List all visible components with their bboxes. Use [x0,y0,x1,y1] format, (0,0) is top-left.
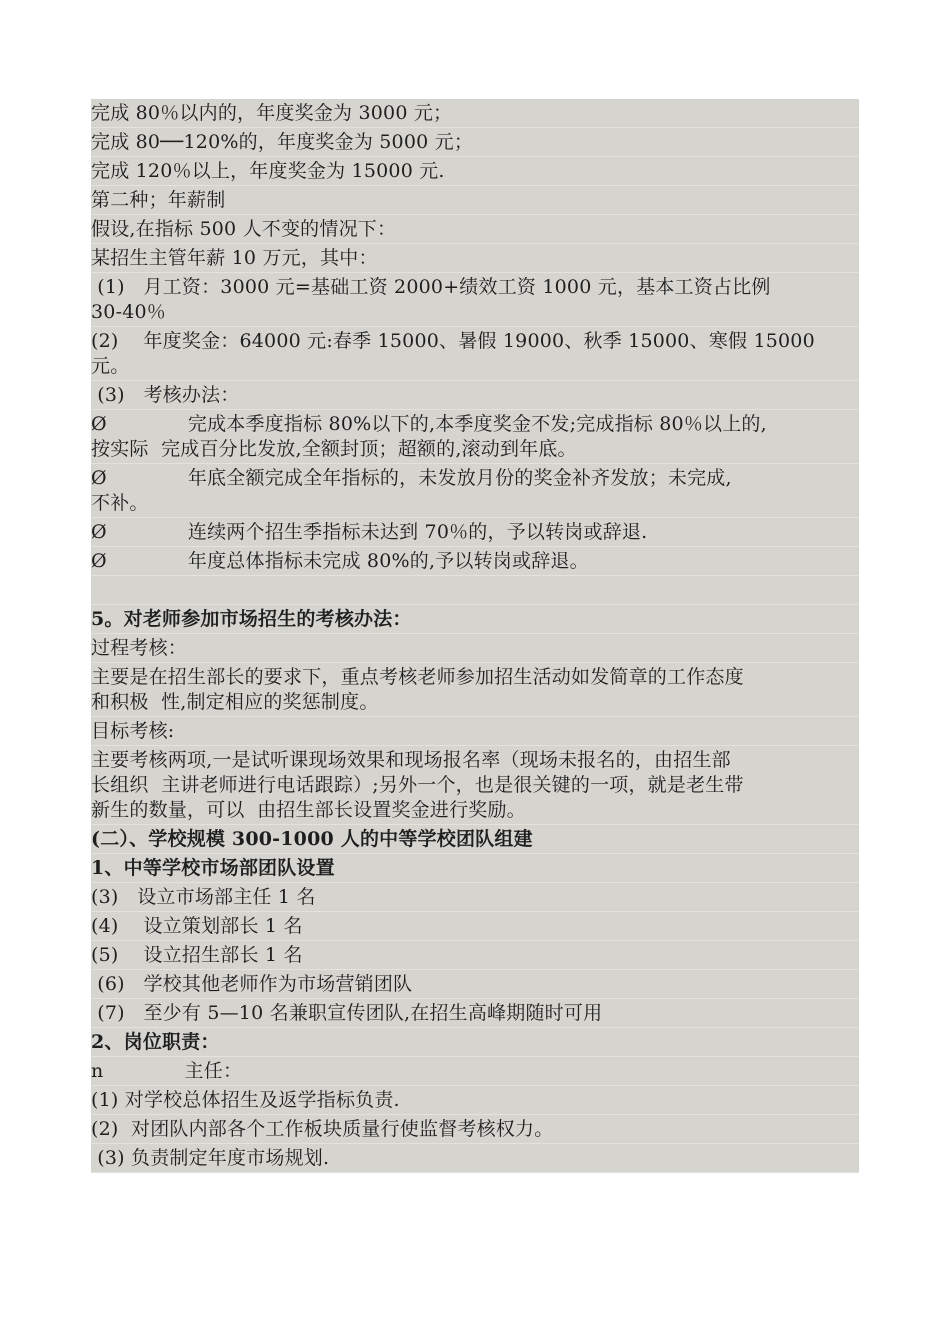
text-line: 主要是在招生部长的要求下，重点考核老师参加招生活动如发简章的工作态度 和积极 性,制定相应的奖惩制度。 [91,663,859,717]
text-line: Ø 年底全额完成全年指标的，未发放月份的奖金补齐发放；未完成, 不补。 [91,464,859,518]
text-line: Ø 年度总体指标未完成 80%的,予以转岗或辞退。 [91,547,859,576]
text-line: (4) 设立策划部长 1 名 [91,912,859,941]
section-heading: 2、岗位职责： [91,1028,859,1057]
text-line: (3) 设立市场部主任 1 名 [91,883,859,912]
text-line: 某招生主管年薪 10 万元，其中： [91,244,859,273]
text-line: 主要考核两项,一是试听课现场效果和现场报名率（现场未报名的，由招生部 长组织 主讲老师进行电话跟踪）;另外一个，也是很关键的一项，就是老生带 新生的数量，可以 由招生部长设置奖金进行奖励。 [91,746,859,825]
text-line: 第二种；年薪制 [91,186,859,215]
text-line: Ø 连续两个招生季指标未达到 70％的，予以转岗或辞退. [91,518,859,547]
section-heading: 5。对老师参加市场招生的考核办法： [91,605,859,634]
text-line: (3) 负责制定年度市场规划. [91,1144,859,1173]
text-line: (1) 月工资：3000 元=基础工资 2000+绩效工资 1000 元，基本工资占比例 30-40％ [91,273,859,327]
text-line: (7) 至少有 5—10 名兼职宣传团队,在招生高峰期随时可用 [91,999,859,1028]
document-body [91,99,859,1173]
text-line: n 主任： [91,1057,859,1086]
text-line: (1) 对学校总体招生及返学指标负责. [91,1086,859,1115]
text-line: 完成 80％以内的，年度奖金为 3000 元； [91,99,859,128]
text-line: 假设,在指标 500 人不变的情况下： [91,215,859,244]
text-line: 过程考核： [91,634,859,663]
text-line: 目标考核: [91,717,859,746]
text-line: 完成 120％以上，年度奖金为 15000 元. [91,157,859,186]
text-line: (2) 对团队内部各个工作板块质量行使监督考核权力。 [91,1115,859,1144]
text-line: (6) 学校其他老师作为市场营销团队 [91,970,859,999]
section-heading: 1、中等学校市场部团队设置 [91,854,859,883]
text-line: (3) 考核办法： [91,381,859,410]
text-line: (2) 年度奖金：64000 元:春季 15000、暑假 19000、秋季 15000、寒假 15000 元。 [91,327,859,381]
section-heading: (二）、学校规模 300-1000 人的中等学校团队组建 [91,825,859,854]
text-line [91,576,859,605]
text-line: Ø 完成本季度指标 80%以下的,本季度奖金不发;完成指标 80％以上的, 按实际 完成百分比发放,全额封顶；超额的,滚动到年底。 [91,410,859,464]
text-line: 完成 80──120%的，年度奖金为 5000 元； [91,128,859,157]
text-line: (5) 设立招生部长 1 名 [91,941,859,970]
